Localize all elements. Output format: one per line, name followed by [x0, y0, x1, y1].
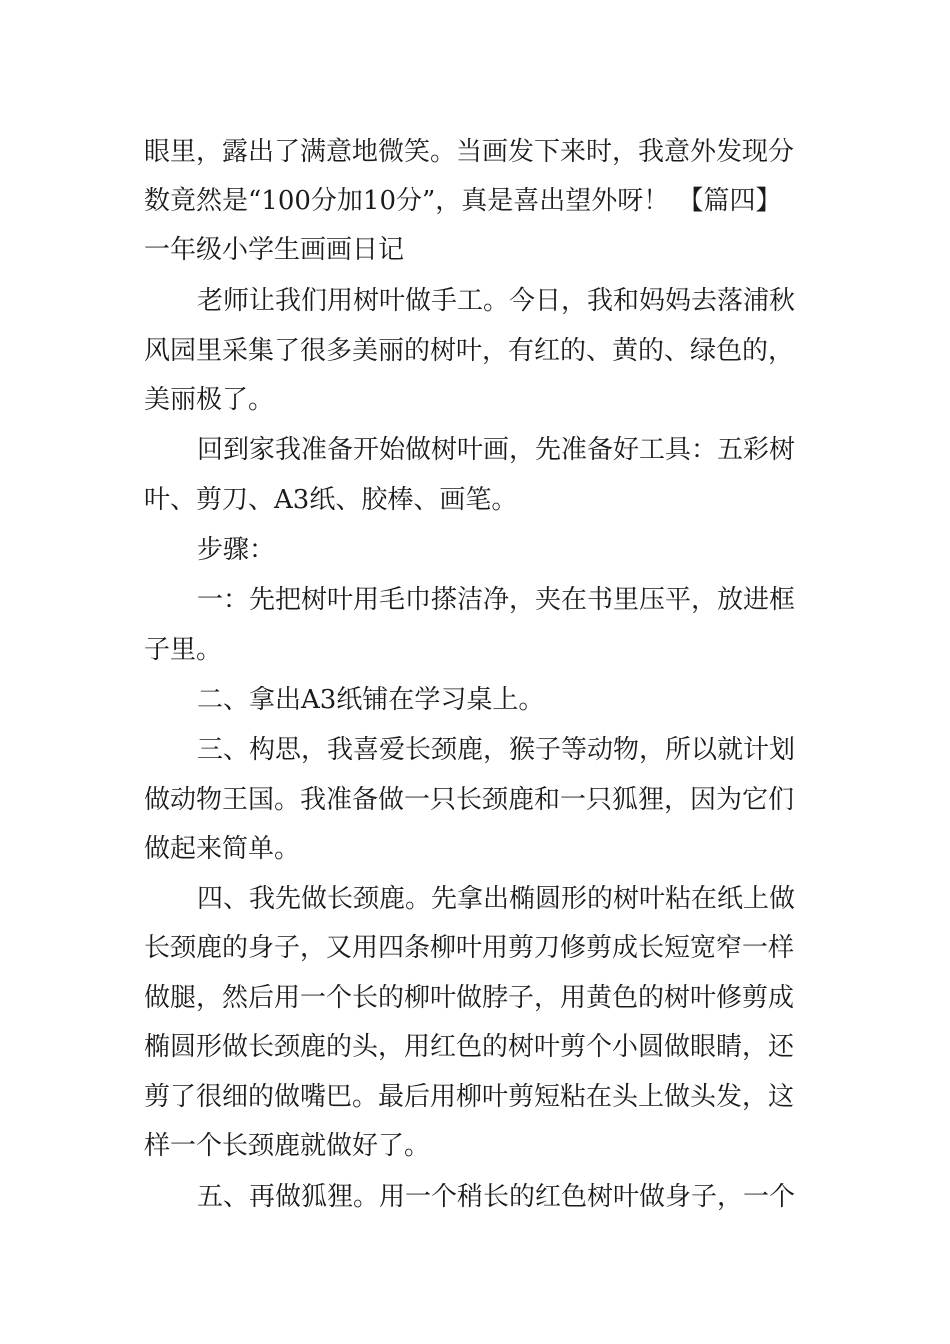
paragraph-start-line: 步骤：	[197, 535, 276, 565]
text-line: 叶、剪刀、A3纸、胶棒、画笔。	[144, 485, 518, 515]
text-line: 数竟然是“100分加10分”，真是喜出望外呀！ 【篇四】	[144, 186, 782, 216]
paragraph-start-line: 回到家我准备开始做树叶画，先准备好工具：五彩树	[197, 435, 796, 465]
paragraph-start-line: 一：先把树叶用毛巾搽洁净，夹在书里压平，放进框	[197, 585, 796, 615]
text-line: 子里。	[144, 635, 223, 665]
text-line: 做起来简单。	[144, 834, 301, 864]
text-line: 做动物王国。我准备做一只长颈鹿和一只狐狸，因为它们	[144, 785, 795, 815]
text-line: 长颈鹿的身子，又用四条柳叶用剪刀修剪成长短宽窄一样	[144, 933, 795, 963]
text-line: 样一个长颈鹿就做好了。	[144, 1131, 431, 1161]
paragraph-start-line: 二、拿出A3纸铺在学习桌上。	[197, 685, 545, 715]
paragraph-start-line: 四、我先做长颈鹿。先拿出椭圆形的树叶粘在纸上做	[197, 884, 796, 914]
paragraph-start-line: 老师让我们用树叶做手工。今日，我和妈妈去落浦秋	[197, 286, 796, 316]
text-line: 做腿，然后用一个长的柳叶做脖子，用黄色的树叶修剪成	[144, 983, 795, 1013]
text-line: 风园里采集了很多美丽的树叶，有红的、黄的、绿色的，	[144, 336, 795, 366]
text-line: 椭圆形做长颈鹿的头，用红色的树叶剪个小圆做眼睛，还	[144, 1032, 795, 1062]
text-line: 一年级小学生画画日记	[144, 235, 405, 265]
paragraph-start-line: 三、构思，我喜爱长颈鹿，猴子等动物，所以就计划	[197, 735, 796, 765]
paragraph-start-line: 五、再做狐狸。用一个稍长的红色树叶做身子，一个	[197, 1182, 796, 1212]
text-line: 剪了很细的做嘴巴。最后用柳叶剪短粘在头上做头发，这	[144, 1082, 795, 1112]
text-line: 眼里，露出了满意地微笑。当画发下来时，我意外发现分	[144, 137, 795, 167]
text-line: 美丽极了。	[144, 385, 275, 415]
